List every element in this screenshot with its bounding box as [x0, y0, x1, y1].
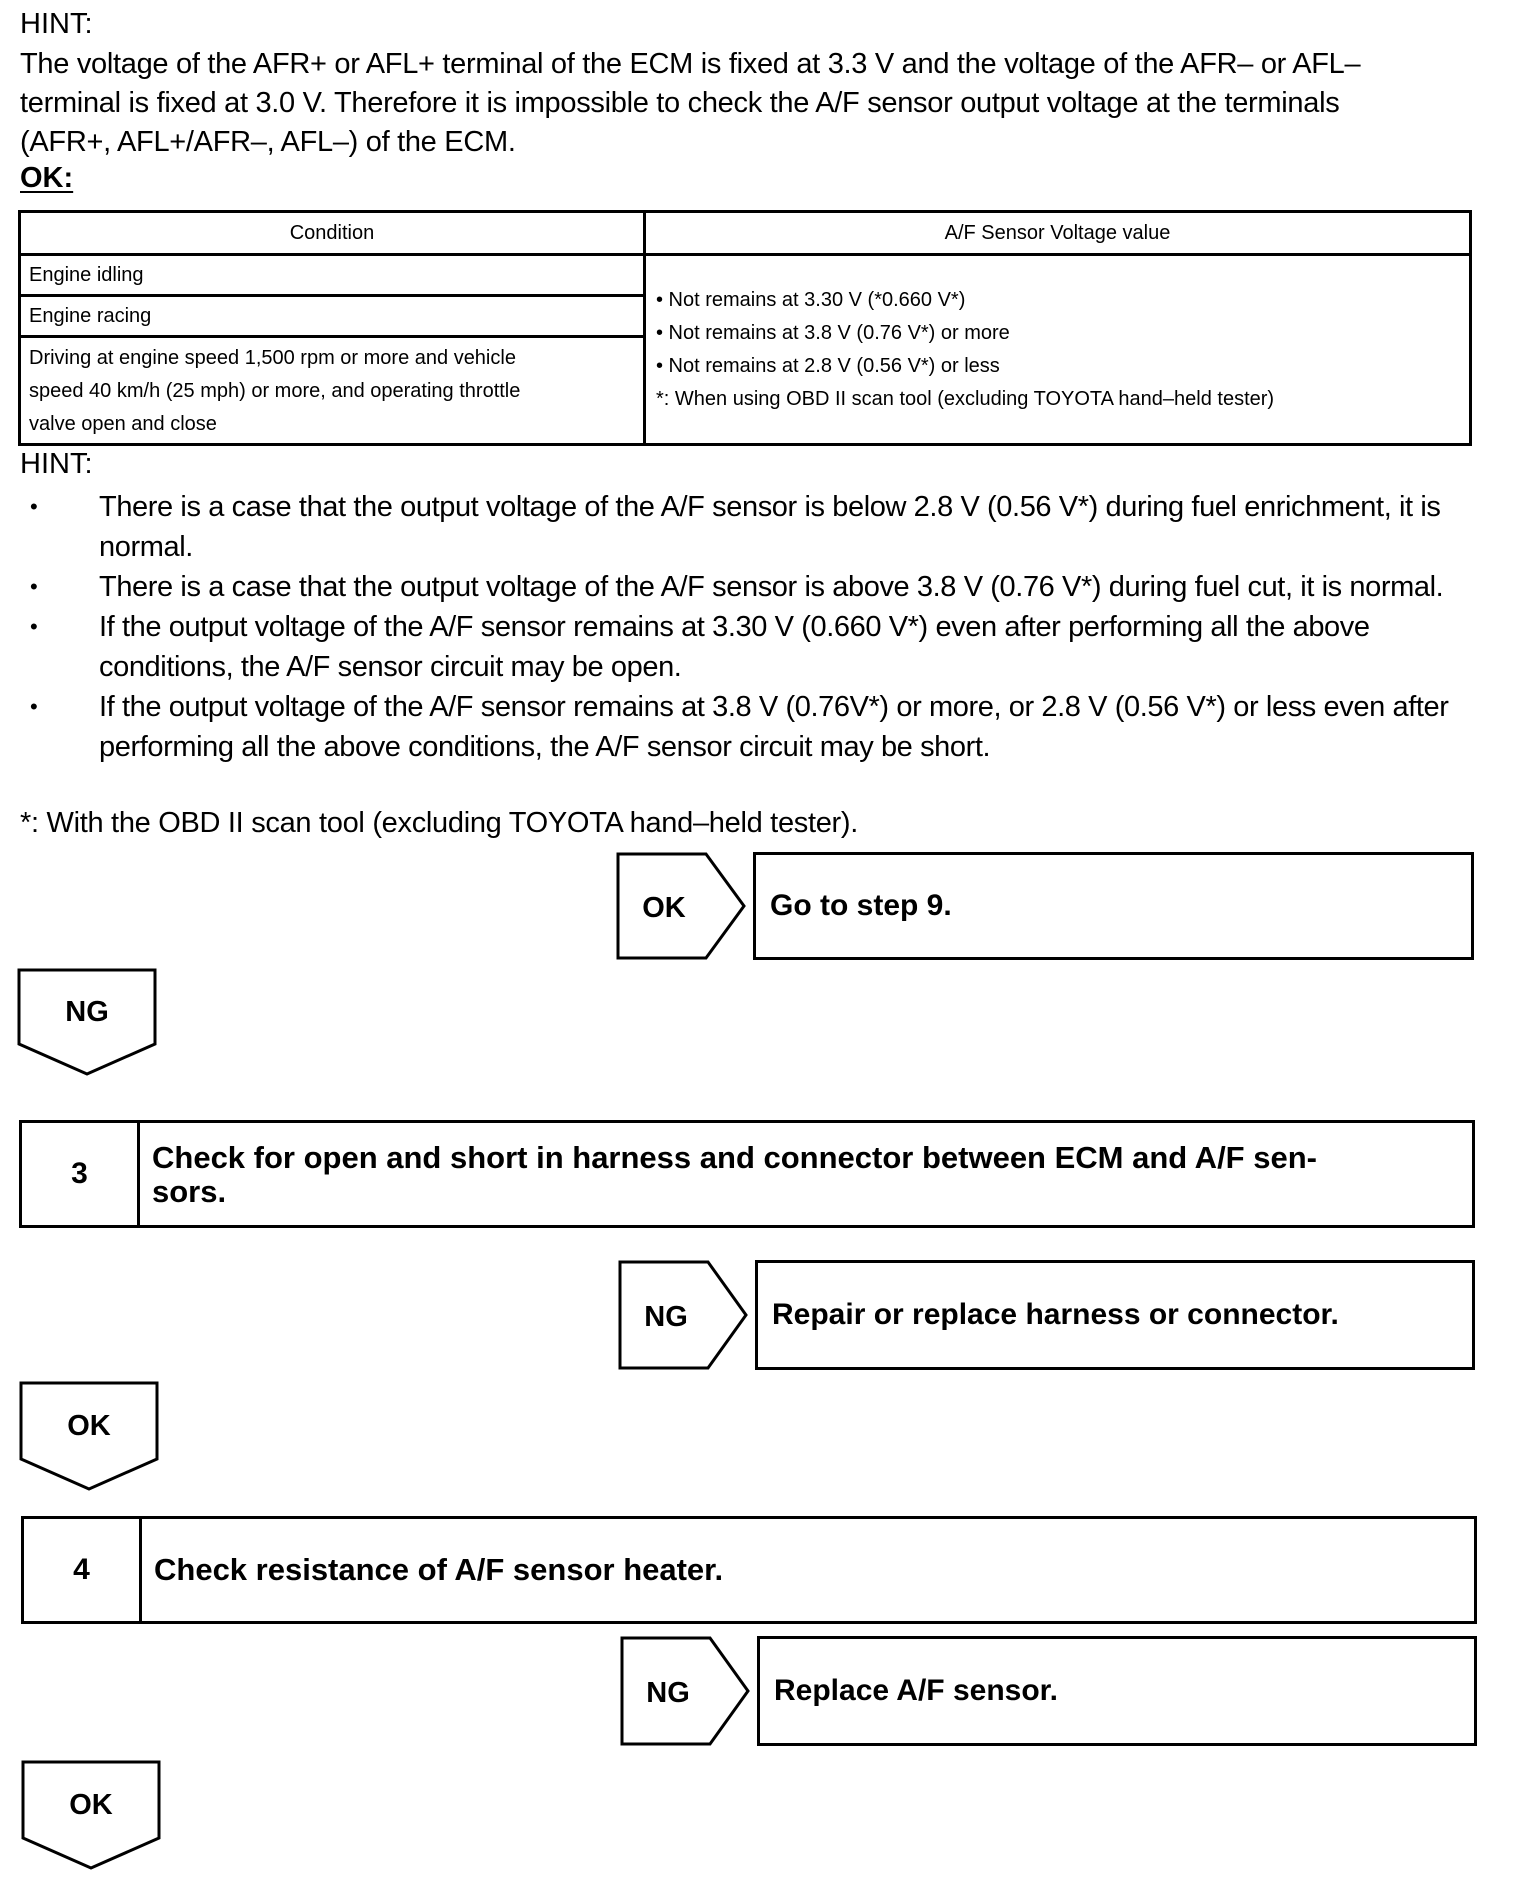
- value-line: • Not remains at 3.30 V (*0.660 V*): [656, 288, 966, 311]
- ng-branch-arrow-icon: [620, 1636, 752, 1746]
- condition-cell: Driving at engine speed 1,500 rpm or more and vehicle speed 40 km/h (25 mph) or more, and operating throttle valve open and close: [20, 337, 645, 445]
- hint-line: (AFR+, AFL+/AFR–, AFL–) of the ECM.: [20, 126, 516, 158]
- branch-label: NG: [646, 1677, 690, 1709]
- branch-label: NG: [644, 1301, 688, 1333]
- value-line: • Not remains at 2.8 V (0.56 V*) or less: [656, 354, 1000, 377]
- result-box-repair: [755, 1260, 1475, 1370]
- ok-branch-arrow-icon: [616, 852, 748, 960]
- header-condition: Condition: [20, 212, 645, 255]
- table-row: [20, 255, 1471, 296]
- ok-down-arrow-icon: [21, 1760, 163, 1872]
- value-line: • Not remains at 3.8 V (0.76 V*) or more: [656, 321, 1010, 344]
- step-title: Check for open and short in harness and connector between ECM and A/F sen- sors.: [152, 1140, 1317, 1209]
- down-arrow-label: OK: [69, 1789, 113, 1821]
- step-number: 4: [24, 1519, 142, 1621]
- ok-down-arrow-icon: [19, 1381, 161, 1493]
- step-number: 3: [22, 1123, 140, 1225]
- hint-list: [0, 487, 1490, 767]
- result-text: Go to step 9.: [770, 889, 952, 922]
- ok-criteria-label: OK:: [20, 162, 74, 194]
- voltage-value-cell: [645, 255, 1471, 445]
- table-header-row: [20, 212, 1471, 255]
- hint-paragraph: [20, 45, 1500, 162]
- bullet-icon: •: [30, 494, 38, 519]
- value-footnote: *: When using OBD II scan tool (excluding TOYOTA hand–held tester): [656, 387, 1275, 410]
- step-3-box: [19, 1120, 1475, 1228]
- hint-label: HINT:: [20, 448, 93, 480]
- condition-cell: Engine idling: [20, 255, 645, 296]
- list-item: • There is a case that the output voltage of the A/F sensor is above 3.8 V (0.76 V*) during fuel cut, it is normal.: [0, 567, 1490, 607]
- step-title: Check resistance of A/F sensor heater.: [154, 1552, 724, 1587]
- down-arrow-label: NG: [65, 996, 109, 1028]
- list-item: • If the output voltage of the A/F sensor remains at 3.8 V (0.76V*) or more, or 2.8 V (0.56 V*) or less even after performing all the above conditions, the A/F sensor circuit may be short.: [0, 687, 1490, 767]
- list-item: • There is a case that the output voltage of the A/F sensor is below 2.8 V (0.56 V*) during fuel enrichment, it is normal.: [0, 487, 1490, 567]
- bullet-icon: •: [30, 574, 38, 599]
- hint-line: The voltage of the AFR+ or AFL+ terminal of the ECM is fixed at 3.3 V and the voltage of the AFR– or AFL–: [20, 48, 1361, 80]
- step-4-box: [21, 1516, 1477, 1624]
- list-item: • If the output voltage of the A/F sensor remains at 3.30 V (0.660 V*) even after performing all the above conditions, the A/F sensor circuit may be open.: [0, 607, 1490, 687]
- result-text: Repair or replace harness or connector.: [772, 1298, 1339, 1331]
- result-box-replace-sensor: [757, 1636, 1477, 1746]
- down-arrow-label: OK: [67, 1410, 111, 1442]
- bullet-icon: •: [30, 694, 38, 719]
- branch-label: OK: [642, 892, 686, 924]
- voltage-spec-table: [18, 210, 1472, 446]
- ng-down-arrow-icon: [17, 968, 159, 1078]
- condition-cell: Engine racing: [20, 296, 645, 337]
- bullet-icon: •: [30, 614, 38, 639]
- ng-branch-arrow-icon: [618, 1260, 750, 1370]
- hint-line: terminal is fixed at 3.0 V. Therefore it is impossible to check the A/F sensor output voltage at the terminals: [20, 87, 1340, 119]
- hint-label: HINT:: [20, 8, 93, 40]
- result-box-go-to-step: [753, 852, 1474, 960]
- header-voltage-value: A/F Sensor Voltage value: [645, 212, 1471, 255]
- footnote: *: With the OBD II scan tool (excluding TOYOTA hand–held tester).: [20, 807, 859, 839]
- result-text: Replace A/F sensor.: [774, 1674, 1059, 1707]
